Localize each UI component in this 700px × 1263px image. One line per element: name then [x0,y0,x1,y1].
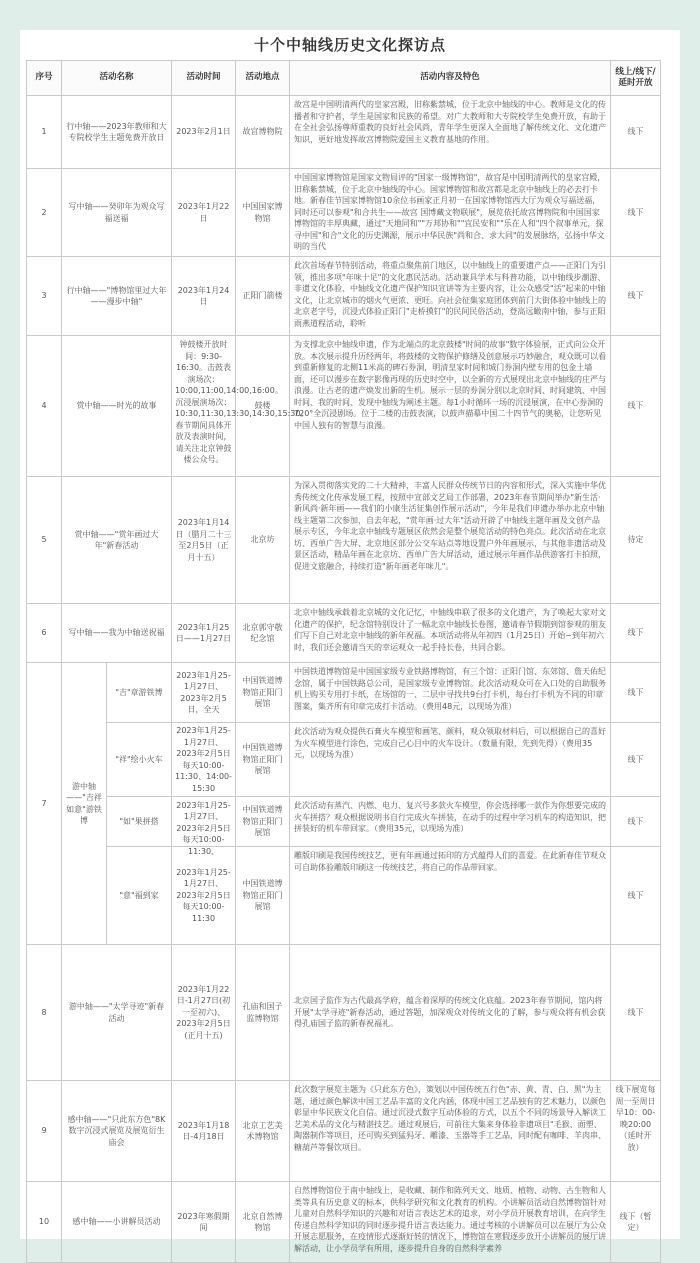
sub-activity-mode: 线下 [611,847,661,945]
table-title: 十个中轴线历史文化探访点 [253,36,446,54]
table-row [27,797,661,847]
row-no: 4 [27,336,62,477]
row-content: 北京中轴线承载着北京城的文化记忆，中轴线串联了很多的文化遗产，为了唤起大家对文化遗产的保护，纪念馆特别设计了一幅北京中轴线长卷图，邀请春节假期到馆参观的朋友们写下自己对北京中轴线的新年祝福。本项活动将从年初四（1月25日）开始~到年初六时，我们还会邀请当天的幸运观众一起手持长卷，共同合影。 [294,608,607,652]
sub-activity-place: 中国铁道博物馆正阳门展馆 [236,847,290,945]
row-mode: 线下 [611,257,661,336]
row-mode: 线下 [611,169,661,257]
table-row [27,477,661,604]
table-row [27,663,661,723]
table-row [27,1182,661,1263]
row-no: 9 [27,1081,62,1182]
activity-table [26,60,661,1263]
row-place: 中国国家博物馆 [236,169,290,257]
sub-activity-name: "吉"章游铁博 [107,663,172,723]
row-content: 为深入贯彻落实党的二十大精神，丰富人民群众传统节日的内容和形式，深入实施中华优秀传统文化传承发展工程，按照中宣部文艺局工作部署，2023年春节期间举办"新生活·新风尚·新年画——我们的小康生活征集创作展示活动"，今年是我们申遗办举办北京中轴线主题第二次参加，自去年起，"赏年画·过大年"活动开辟了中轴线主题年画及文创产品展示专区，今年北京中轴线专题展区依然会是整个展览活动的特色亮点。此次活动在北京坊、西单广告大屏、北京地区部分公交车站点等地设置户外年画展示，与其他非遗活动及景区活动，精品年画在北京坊、西单广告大屏活动，通过展示年画作品供游客打卡拍照，促进文旅融合，持续打造"新年画老年味儿"。 [294,481,607,571]
row-place: 北京郭守敬纪念馆 [236,604,290,663]
table-row [27,336,661,477]
row-content: 中国国家博物馆是国家文物局评的"国家一级博物馆"，故宫是中国明清两代的皇家宫殿，旧称紫禁城，位于北京中轴线的中心。国家博物馆和故宫都是北京中轴线上的必去打卡地。新春佳节国家博物馆10余位书画家正月初一在国家博物馆西大厅为观众写福送福，同时还可以参观"和合共生——故宫 国博藏文物联展"，展览依托故宫博物院和中国国家博物馆的丰厚典藏，通过"天地同和""万邦协和""宜民安和""乐在人和"四个叙事单元，探寻中国"和合"文化的历史渊源，展示中华民族"尚和合、求大同"的发展脉络，弘扬中华文明的当代 [294,173,606,251]
row-name: 写中轴——我为中轴送祝福 [62,604,172,663]
sub-activity-content: 雕版印刷是我国传统技艺，更有年画通过拓印的方式蕴得人们的喜爱。在此新春佳节观众可自助体验雕版印刷这一传统技艺，将自己的作品带回家。 [290,847,611,945]
document-sheet [20,30,680,1253]
row-mode: 线下 [611,96,661,169]
row-time: 2023年寒假期间 [172,1182,236,1263]
sub-activity-time: 2023年1月25-1月27日、2023年2月5日 每天10:00-11:30、14:00-15:30 [172,723,236,797]
sub-activity-place: 中国铁道博物馆正阳门展馆 [236,723,290,797]
table-row [27,169,661,257]
table-row [27,1081,661,1182]
header-place: 活动地点 [236,61,290,96]
row-content: 故宫是中国明清两代的皇家宫殿，旧称紫禁城，位于北京中轴线的中心。教师是文化的传播者和守护者，学生是国家和民族的希望。对广大教师和大专院校学生免费开放，有助于在全社会弘扬尊师重教的良好社会风尚，青年学生更深入全面地了解传统文化、文化遗产知识，更好地发挥故宫博物院爱国主义教育基地的作用。 [290,96,611,169]
row-name: 感中轴——小讲解员活动 [62,1182,172,1263]
row-name: 行中轴——"博物馆里过大年——漫步中轴" [62,257,172,336]
header-row [27,61,661,96]
row-mode: 线下 [611,336,661,477]
row-content: 为支撑北京中轴线申遗，作为北端点的北京鼓楼"时间的故事"数字体验展，正式向公众开放。本次展示提升历经两年，将鼓楼的文物保护修缮及创意展示巧妙融合，观众既可以看到重新修复的北侧11米高的碑石券洞，明清皇家时间和城门券洞内壁专用的包金土墙面，还可以漫步在数字影像再现的历史时空中，以全新的方式展现出北京中轴线的庄严与浪漫。让古老的遗产焕发出新的生机。展示一层的券洞分别以北京时间、时间建筑、中国时间、我的时间、发现中轴线为阐述主题。每1小时循环一场的沉浸展演，在中心券洞的720°全沉浸剧场。位于二楼的击鼓表演，以鼓声描摹中国二十四节气的奥秘，让您听见中国人独有的智慧与浪漫。 [294,340,607,430]
row-place: 北京坊 [236,477,290,604]
row-no: 8 [27,945,62,1081]
row-no: 10 [27,1182,62,1263]
row-content: 此次首场春节特别活动，将重点聚焦前门地区，以中轴线上的重要遗产点——正阳门为引领，推出多项"年味十足"的文化惠民活动。活动兼具学术与科普功能，以中轴线步潮游、非遗文化体验、中轴线文化遗产保护知识宣讲等为主要内容，让公众感受"活"起来的中轴文化，让北京城市的烟火气更浓、更旺。向社会征集家庭团体到前门大街体验中轴线上的北京老字号，沉浸式体验正阳门"走桥摸钉"的民间民俗活动，登高远瞰南中轴，参与正阳雨燕道程活动，聆听 [294,261,607,328]
row-time: 2023年1月22日-1月27日(初一至初六)、2023年2月5日(正月十五) [172,945,236,1081]
sub-activity-time: 2023年1月25-1月27日、2023年2月5日，全天 [172,663,236,723]
sub-activity-name: "意"福到家 [107,847,172,945]
row-no: 5 [27,477,62,604]
header-no: 序号 [27,61,62,96]
sub-activity-name: "祥"绘小火车 [107,723,172,797]
row-no: 2 [27,169,62,257]
table-row [27,604,661,663]
sub-activity-name: "如"果拼搭 [107,797,172,847]
row-no: 6 [27,604,62,663]
row-mode: 线下展览每周一至周日早10：00-晚20:00（延时开放） [615,1085,656,1152]
sub-activity-place: 中国铁道博物馆正阳门展馆 [236,663,290,723]
sub-activity-content: 此次活动为观众提供石膏火车模型和画笔、颜料，观众领取材料后，可以根据自己的喜好为火车模型进行涂色，完成自己心目中的火车设计。（数量有限，先到先得）（费用35元，以现场为准） [290,723,611,797]
row-no: 3 [27,257,62,336]
table-row [27,723,661,797]
table-row [27,96,661,169]
row-time: 钟鼓楼开放时间：9:30-16:30。击鼓表演场次：10:00,11:00,14:00,16:00。沉浸展演场次：10:30,11:30,13:30,14:30,15:30。春节期间具体开放及表演时间，请关注北京钟鼓楼公众号。 [175,340,309,464]
row-place: 正阳门箭楼 [236,257,290,336]
sub-activity-mode: 线下 [611,663,661,723]
row-name: 写中轴——癸卯年为观众写福送福 [62,169,172,257]
row-no: 1 [27,96,62,169]
header-content: 活动内容及特色 [290,61,611,96]
row-place: 北京工艺美术博物馆 [236,1081,290,1182]
row-content: 自然博物馆位于南中轴线上，是收藏、制作和陈列天文、地质、植物、动物、古生物和人类等具有历史意义的标本，供科学研究和文化教育的机构。小讲解员活动自然博物馆针对儿童对自然科学知识的兴趣和对语言表达艺术的追求，对小学员开展教育培训，在向学生传递自然科学知识的同时逐步提升语言表达能力。通过考核的小讲解员可以在展厅为公众开展志愿服务，在疫情形式逐渐好转的情况下，博物馆在寒假逐步放开小讲解员的展厅讲解活动，让小学员学有所用，逐步提升自身的自然科学素养 [294,1186,607,1253]
row-name: 感中轴——"只此东方色"8K数字沉浸式展览及展览衍生庙会 [62,1081,172,1182]
row-name: 赏中轴——时光的故事 [62,336,172,477]
row-name: 游中轴——"吉祥如意"游铁博 [62,663,107,945]
sub-activity-mode: 线下 [611,723,661,797]
sub-activity-mode: 线下 [611,797,661,847]
sub-activity-content: 此次活动有蒸汽、内燃、电力、复兴号多款火车模型，你会选择哪一款作为你想要完成的火车拼搭？观众根据说明书自行完成火车拼装，在动手的过程中学习机车的构造知识，把拼装好的机车带回家。（费用35元，以现场为准） [290,797,611,847]
row-time: 2023年1月14日（腊月二十三至2月5日（正月十五） [172,477,236,604]
row-mode: 线下（暂定） [611,1182,661,1263]
header-name: 活动名称 [62,61,172,96]
row-time: 2023年2月1日 [172,96,236,169]
row-time: 2023年1月24日 [172,257,236,336]
header-mode: 线上/线下/延时开放 [611,61,661,96]
table-row [27,945,661,1081]
row-place: 孔庙和国子监博物馆 [236,945,290,1081]
row-mode: 线下 [611,945,661,1081]
row-name: 赏中轴——"赏年画过大年"新春活动 [62,477,172,604]
row-place: 鼓楼 [236,336,290,477]
sub-activity-content: 中国铁道博物馆是中国国家级专业铁路博物馆，有三个馆：正阳门馆、东郊馆、詹天佑纪念馆，属于中国铁路总公司，是国家级专业博物馆。此次活动观众可在入口处的自助服务机上购买专用打卡纸，在场馆的一、二层中寻找共9台打卡机，每台打卡机为不同的印章图案，集齐所有印章完成打卡活动。（费用48元，以现场为准） [290,663,611,723]
row-time: 2023年1月18日-4月18日 [172,1081,236,1182]
row-mode: 线下 [611,604,661,663]
row-place: 故宫博物院 [236,96,290,169]
sub-activity-time: 2023年1月25-1月27日、2023年2月5日 每天10:00-11:30、 [176,800,231,856]
table-row [27,257,661,336]
row-content: 北京国子监作为古代最高学府，蕴含着深厚的传统文化底蕴。2023年春节期间，馆内将开展"太学寻迹"新春活动，通过答题，加深观众对传统文化的了解，参与观众将有机会获得孔庙国子监的新春祝福礼。 [290,945,611,1081]
row-name: 行中轴——2023年教师和大专院校学生主题免费开放日 [62,96,172,169]
row-time: 2023年1月22日 [172,169,236,257]
row-name: 游中轴——"太学寻迹"新春活动 [62,945,172,1081]
header-time: 活动时间 [172,61,236,96]
row-mode: 待定 [611,477,661,604]
row-time: 2023年1月25日——1月27日 [172,604,236,663]
table-row [27,847,661,945]
sub-activity-place: 中国铁道博物馆正阳门展馆 [236,797,290,847]
row-content: 此次数字展览主题为《只此东方色》，策划以中国传统五行色"赤、黄、青、白、黑"为主题，通过颜色解读中国工艺品丰富的文化内涵，体现中国工艺品独有的艺术魅力，以颜色彰显中华民族文化自信。通过沉浸式数字互动体验的方式，以五个不同的场景导入解读工艺美术品的文化与精湛技艺。通过观展后，可前往大集来身体验非遗项目"毛猴、面塑、陶器制作等项目，还可购买到猛犸牙、雕漆、玉器等手工艺品，同时配有咖啡、羊肉串、糖葫芦等餐饮项目。 [294,1085,607,1152]
sub-activity-time: 2023年1月25-1月27日、2023年2月5日 每天10:00-11:30 [172,847,236,945]
row-place: 北京自然博物馆 [236,1182,290,1263]
row-no: 7 [27,663,62,945]
